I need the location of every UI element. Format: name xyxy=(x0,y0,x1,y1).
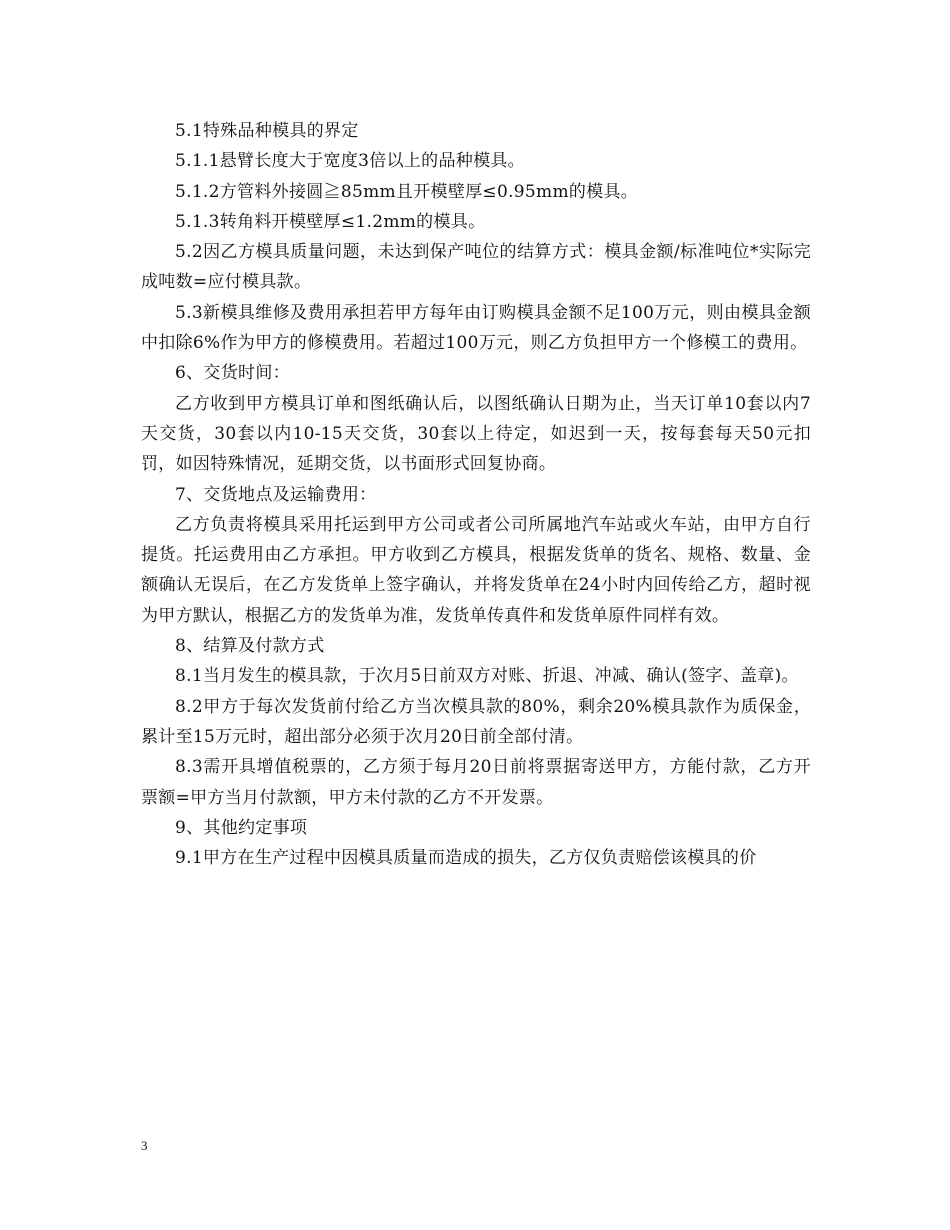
paragraph-8-2: 8.2甲方于每次发货前付给乙方当次模具款的80%，剩余20%模具款作为质保金，累计至15万元时，超出部分必须于次月20日前全部付清。 xyxy=(141,696,811,747)
paragraph-9-1: 9.1甲方在生产过程中因模具质量而造成的损失，乙方仅负责赔偿该模具的价 xyxy=(175,848,757,869)
paragraph-8-3: 8.3需开具增值税票的，乙方须于每月20日前将票据寄送甲方，方能付款，乙方开票额=甲方当月付款额，甲方未付款的乙方不开发票。 xyxy=(141,757,811,808)
page-number: 3 xyxy=(141,1138,148,1153)
heading-delivery-time: 6、交货时间： xyxy=(175,363,290,384)
paragraph-5-1: 5.1特殊品种模具的界定 xyxy=(175,121,359,141)
document-body xyxy=(141,116,811,873)
heading-delivery-location: 7、交货地点及运输费用： xyxy=(175,484,377,505)
heading-other-terms: 9、其他约定事项 xyxy=(175,817,308,838)
paragraph-delivery-time: 乙方收到甲方模具订单和图纸确认后，以图纸确认日期为止，当天订单10套以内7天交货，30套以内10-15天交货，30套以上待定，如迟到一天，按每套每天50元扣罚，如因特殊情况，延期交货，以书面形式回复协商。 xyxy=(141,393,811,475)
paragraph-5-1-2: 5.1.2方管料外接圆≧85mm且开模壁厚≤0.95mm的模具。 xyxy=(175,181,639,202)
paragraph-5-3: 5.3新模具维修及费用承担若甲方每年由订购模具金额不足100万元，则由模具金额中扣除6%作为甲方的修模费用。若超过100万元，则乙方负担甲方一个修模工的费用。 xyxy=(141,302,811,354)
paragraph-delivery-location: 乙方负责将模具采用托运到甲方公司或者公司所属地汽车站或火车站，由甲方自行提货。托运费用由乙方承担。甲方收到乙方模具，根据发货单的货名、规格、数量、金额确认无误后，在乙方发货单上签字确认，并将发货单在24小时内回传给乙方，超时视为甲方默认，根据乙方的发货单为准，发货单传真件和发货单原件同样有效。 xyxy=(141,514,811,626)
paragraph-8-1: 8.1当月发生的模具款，于次月5日前双方对账、折退、冲减、确认(签字、盖章)。 xyxy=(175,666,799,687)
heading-settlement: 8、结算及付款方式 xyxy=(175,636,325,657)
paragraph-5-1-3: 5.1.3转角料开模壁厚≤1.2mm的模具。 xyxy=(175,211,486,232)
paragraph-5-1-1: 5.1.1悬臂长度大于宽度3倍以上的品种模具。 xyxy=(175,151,525,172)
paragraph-5-2: 5.2因乙方模具质量问题，未达到保产吨位的结算方式：模具金额/标准吨位*实际完成吨数=应付模具款。 xyxy=(141,242,811,293)
